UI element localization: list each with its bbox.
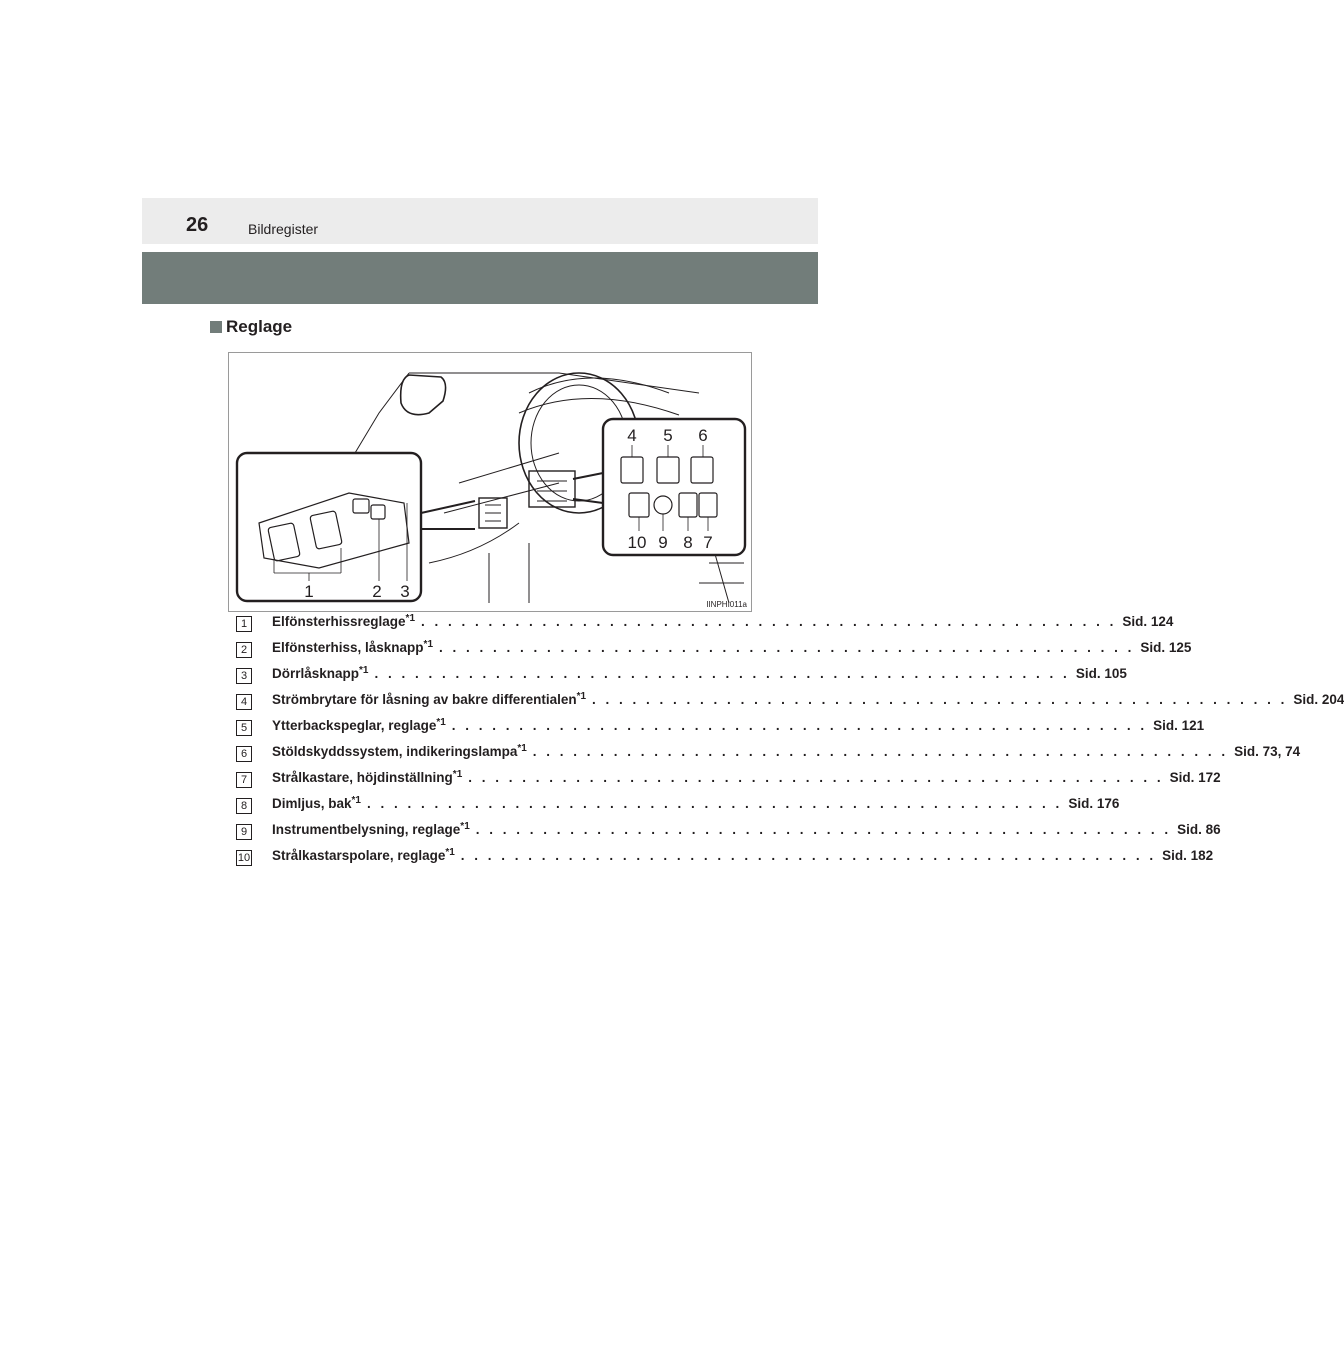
leader-dots: . . . . . . . . . . . . . . . . . . . . . . . . . . . . . . . . . . . . . . . . . . . . . . . . . . . .: [374, 666, 1070, 681]
footnote-marker: *1: [423, 639, 433, 650]
leader-dots: . . . . . . . . . . . . . . . . . . . . . . . . . . . . . . . . . . . . . . . . . . . . . . . . . . . .: [475, 822, 1172, 837]
page-reference: Sid. 182: [1162, 848, 1214, 863]
item-label: Instrumentbelysning, reglage$^{*1}$: [272, 821, 470, 837]
list-item: [236, 665, 1127, 692]
footnote-marker: *1: [405, 613, 415, 624]
page-reference: Sid. 121: [1153, 718, 1205, 733]
item-label: Strålkastarspolare, reglage$^{*1}$: [272, 847, 455, 863]
controls-illustration: [228, 352, 752, 612]
leader-dots: . . . . . . . . . . . . . . . . . . . . . . . . . . . . . . . . . . . . . . . . . . . . . . . . . . . .: [468, 770, 1164, 785]
list-item: [236, 717, 1205, 744]
item-label: Strömbrytare för låsning av bakre differentialen$^{*1}$: [272, 691, 587, 707]
controls-list: [236, 613, 1344, 874]
footnote-marker: *1: [517, 743, 527, 754]
item-number: 7: [236, 772, 252, 788]
side-mirror-icon: [401, 375, 446, 415]
page-reference: Sid. 124: [1122, 614, 1174, 629]
item-label: Strålkastare, höjdinställning$^{*1}$: [272, 769, 463, 785]
page-reference: Sid. 125: [1140, 640, 1192, 655]
item-number: 3: [236, 668, 252, 684]
callout-4: 4: [627, 426, 637, 445]
callout-9: 9: [658, 533, 668, 552]
item-label: Dimljus, bak$^{*1}$: [272, 795, 361, 811]
window-switch-inset: [237, 453, 475, 601]
section-heading: [210, 317, 292, 337]
leader-dots: . . . . . . . . . . . . . . . . . . . . . . . . . . . . . . . . . . . . . . . . . . . . . . . . . . . .: [592, 692, 1288, 707]
footnote-marker: *1: [576, 691, 587, 702]
header-bar: [142, 198, 818, 244]
footnote-marker: *1: [445, 847, 455, 858]
list-item: [236, 821, 1221, 848]
footnote-marker: *1: [359, 665, 369, 676]
list-item: [236, 795, 1120, 822]
page-reference: Sid. 176: [1068, 796, 1120, 811]
item-number: 2: [236, 642, 252, 658]
callout-1: 1: [304, 582, 314, 601]
item-label: Ytterbackspeglar, reglage$^{*1}$: [272, 717, 446, 733]
leader-dots: . . . . . . . . . . . . . . . . . . . . . . . . . . . . . . . . . . . . . . . . . . . . . . . . . . . .: [451, 718, 1148, 733]
item-number: 4: [236, 694, 252, 710]
illustration-drawing: [229, 353, 751, 611]
callout-5: 5: [663, 426, 673, 445]
dashboard-switch-inset: [573, 419, 745, 555]
item-label: Stöldskyddssystem, indikeringslampa$^{*1}$: [272, 743, 527, 759]
callout-8: 8: [683, 533, 693, 552]
callout-6: 6: [698, 426, 708, 445]
list-item: [236, 769, 1221, 796]
page-reference: Sid. 204: [1293, 692, 1344, 707]
callout-3: 3: [400, 582, 410, 601]
footnote-marker: *1: [436, 717, 446, 728]
item-number: 5: [236, 720, 252, 736]
item-label: Elfönsterhiss, låsknapp$^{*1}$: [272, 639, 433, 655]
list-item: [236, 639, 1192, 666]
leader-dots: . . . . . . . . . . . . . . . . . . . . . . . . . . . . . . . . . . . . . . . . . . . . . . . . . . . .: [439, 640, 1135, 655]
callout-10: 10: [627, 533, 647, 552]
leader-dots: . . . . . . . . . . . . . . . . . . . . . . . . . . . . . . . . . . . . . . . . . . . . . . . . . . . .: [460, 848, 1157, 863]
list-item: [236, 847, 1214, 874]
leader-dots: . . . . . . . . . . . . . . . . . . . . . . . . . . . . . . . . . . . . . . . . . . . . . . . . . . . .: [421, 614, 1117, 629]
page-number: 26: [186, 214, 209, 236]
square-bullet-icon: [210, 321, 222, 333]
item-number: 8: [236, 798, 252, 814]
leader-dots: . . . . . . . . . . . . . . . . . . . . . . . . . . . . . . . . . . . . . . . . . . . . . . . . . . . .: [366, 796, 1063, 811]
footnote-marker: *1: [452, 769, 463, 780]
list-item: [236, 613, 1174, 640]
item-number: 6: [236, 746, 252, 762]
page-reference: Sid. 73, 74: [1234, 744, 1301, 759]
callout-2: 2: [372, 582, 382, 601]
page-reference: Sid. 105: [1075, 666, 1127, 681]
item-number: 9: [236, 824, 252, 840]
section-bar: [142, 252, 818, 304]
section-heading-text: Reglage: [226, 317, 293, 336]
callout-7: 7: [703, 533, 713, 552]
figure-code: IINPHI011a: [706, 600, 747, 609]
list-item: [236, 743, 1301, 770]
item-label: Dörrlåsknapp$^{*1}$: [272, 665, 369, 681]
footnote-marker: *1: [460, 821, 470, 832]
list-item: [236, 691, 1344, 718]
item-number: 10: [237, 852, 251, 864]
header-title: Bildregister: [248, 221, 319, 237]
item-number: 1: [236, 616, 252, 632]
leader-dots: . . . . . . . . . . . . . . . . . . . . . . . . . . . . . . . . . . . . . . . . . . . . . . . . . . . .: [532, 744, 1229, 759]
footnote-marker: *1: [351, 795, 361, 806]
page-reference: Sid. 172: [1169, 770, 1221, 785]
item-label: Elfönsterhissreglage$^{*1}$: [272, 613, 415, 629]
page-reference: Sid. 86: [1177, 822, 1221, 837]
